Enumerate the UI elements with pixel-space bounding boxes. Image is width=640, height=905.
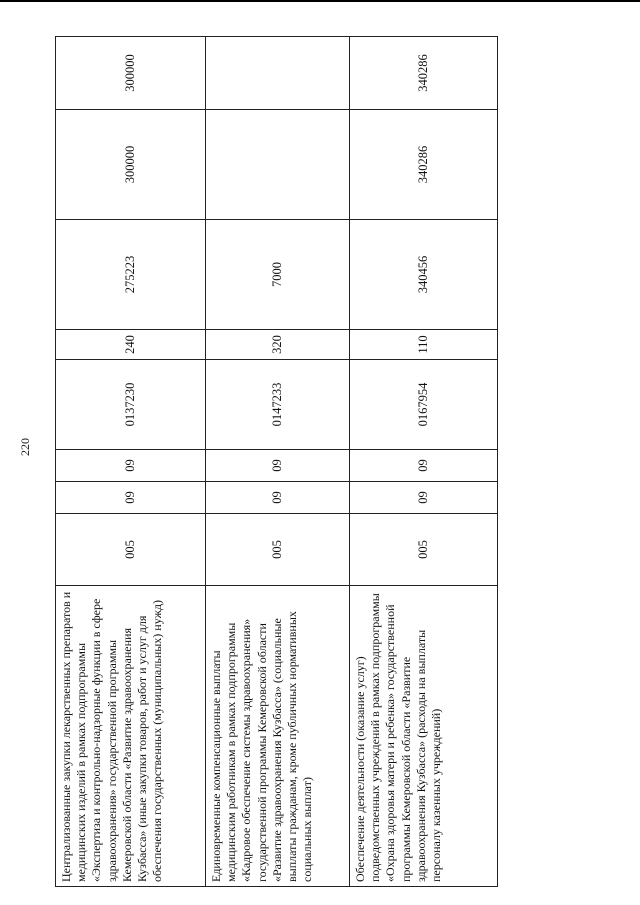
budget-table-container xyxy=(55,54,640,887)
amount-year-3: 300000 xyxy=(56,37,206,110)
subsection-code: 09 xyxy=(56,450,206,482)
amount-year-2 xyxy=(206,110,350,220)
expense-description: Обеспечение деятельности (оказание услуг) подведомственных учреждений в рамках подпрограммы «Охрана здоровья матери и ребенка» государственной программы Кемеровской области «Развитие здравоохранения Кузбасса» (расходы на выплаты персоналу казенных учреждений) xyxy=(350,586,498,887)
section-code: 09 xyxy=(206,482,350,514)
target-article-code: 0147233 xyxy=(206,360,350,450)
section-code: 09 xyxy=(56,482,206,514)
amount-year-2: 300000 xyxy=(56,110,206,220)
amount-year-2: 340286 xyxy=(350,110,498,220)
expense-type-code: 320 xyxy=(206,330,350,360)
expense-description: Централизованные закупки лекарственных препаратов и медицинских изделий в рамках подпрограммы «Экспертиза и контрольно-надзорные функции в сфере здравоохранения» государственной программы Кемеровской области «Развитие здравоохранения Кузбасса» (иные закупки товаров, работ и услуг для обеспечения государственных (муниципальных) нужд) xyxy=(56,586,206,887)
ministry-code: 005 xyxy=(56,514,206,586)
section-code: 09 xyxy=(350,482,498,514)
amount-year-1: 340456 xyxy=(350,220,498,330)
top-rule xyxy=(0,0,640,2)
subsection-code: 09 xyxy=(206,450,350,482)
table-row xyxy=(56,37,206,887)
amount-year-1: 275223 xyxy=(56,220,206,330)
ministry-code: 005 xyxy=(350,514,498,586)
amount-year-3 xyxy=(206,37,350,110)
target-article-code: 0167954 xyxy=(350,360,498,450)
target-article-code: 0137230 xyxy=(56,360,206,450)
amount-year-3: 340286 xyxy=(350,37,498,110)
ministry-code: 005 xyxy=(206,514,350,586)
table-row xyxy=(350,37,498,887)
expense-type-code: 240 xyxy=(56,330,206,360)
expense-description: Единовременные компенсационные выплаты медицинским работникам в рамках подпрограммы «Кадровое обеспечение системы здравоохранения» государственной программы Кемеровской области «Развитие здравоохранения Кузбасса» (социальные выплаты гражданам, кроме публичных нормативных социальных выплат) xyxy=(206,586,350,887)
expense-type-code: 110 xyxy=(350,330,498,360)
budget-table xyxy=(55,36,498,887)
amount-year-1: 7000 xyxy=(206,220,350,330)
table-row xyxy=(206,37,350,887)
page-number: 220 xyxy=(17,438,32,456)
subsection-code: 09 xyxy=(350,450,498,482)
